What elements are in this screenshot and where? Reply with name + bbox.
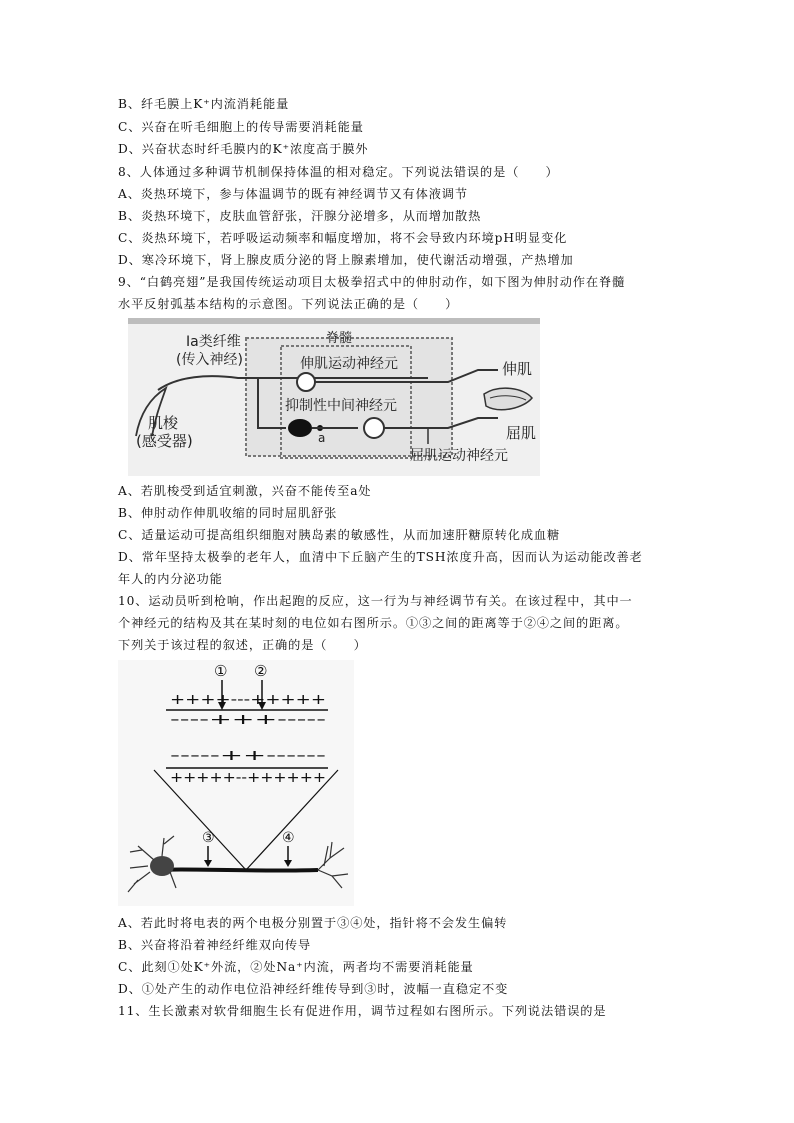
marker-1: ① bbox=[214, 662, 228, 680]
question-7-option-c: C、兴奋在听毛细胞上的传导需要消耗能量 bbox=[118, 120, 364, 134]
question-9-option-d-line2: 年人的内分泌功能 bbox=[118, 572, 223, 586]
extensor-muscle-label: 伸肌 bbox=[502, 360, 533, 378]
question-9-option-b: B、伸肘动作伸肌收缩的同时屈肌舒张 bbox=[118, 506, 338, 520]
neuron-potential-figure bbox=[118, 660, 354, 906]
marker-4: ④ bbox=[282, 830, 295, 846]
marker-2: ② bbox=[254, 662, 268, 680]
question-7-option-d: D、兴奋状态时纤毛膜内的K⁺浓度高于膜外 bbox=[118, 142, 369, 156]
afferent-nerve-label: (传入神经) bbox=[176, 352, 243, 368]
receptor-label: (感受器) bbox=[136, 432, 193, 450]
flexor-motor-neuron-label: 屈肌运动神经元 bbox=[410, 448, 508, 464]
charge-row-3: -----++------ bbox=[170, 748, 326, 764]
question-8-option-c: C、炎热环境下，若呼吸运动频率和幅度增加，将不会导致内环境pH明显变化 bbox=[118, 231, 568, 245]
question-11-stem: 11、生长激素对软骨细胞生长有促进作用，调节过程如右图所示。下列说法错误的是 bbox=[118, 1004, 607, 1018]
question-9-option-a: A、若肌梭受到适宜刺激，兴奋不能传至a处 bbox=[118, 484, 372, 498]
flexor-motor-neuron-soma bbox=[364, 418, 384, 438]
extensor-motor-neuron-label: 伸肌运动神经元 bbox=[300, 356, 398, 372]
question-10-stem-line1: 10、运动员听到枪响，作出起跑的反应，这一行为与神经调节有关。在该过程中，其中一 bbox=[118, 594, 633, 608]
question-8-option-b: B、炎热环境下，皮肤血管舒张，汗腺分泌增多，从而增加散热 bbox=[118, 209, 482, 223]
question-10-stem-line3: 下列关于该过程的叙述，正确的是（ ） bbox=[118, 638, 367, 652]
question-8-option-d: D、寒冷环境下，肾上腺皮质分泌的肾上腺素增加，使代谢活动增强，产热增加 bbox=[118, 253, 574, 267]
charge-row-2: ----+++----- bbox=[170, 712, 326, 728]
flexor-muscle-label: 屈肌 bbox=[506, 424, 537, 442]
question-8-option-a: A、炎热环境下，参与体温调节的既有神经调节又有体液调节 bbox=[118, 187, 468, 201]
inhibitory-interneuron-soma bbox=[288, 419, 312, 437]
question-9-stem-line2: 水平反射弧基本结构的示意图。下列说法正确的是（ ） bbox=[118, 297, 459, 311]
question-8-stem: 8、人体通过多种调节机制保持体温的相对稳定。下列说法错误的是（ ） bbox=[118, 165, 559, 179]
charge-row-4: +++++--++++++ bbox=[170, 770, 326, 786]
spinal-cord-label: 脊髓 bbox=[326, 331, 353, 346]
inhibitory-interneuron-label: 抑制性中间神经元 bbox=[285, 398, 397, 414]
question-10-option-a: A、若此时将电表的两个电极分别置于③④处，指针将不会发生偏转 bbox=[118, 916, 508, 930]
question-10-stem-line2: 个神经元的结构及其在某时刻的电位如右图所示。①③之间的距离等于②④之间的距离。 bbox=[118, 616, 629, 630]
extensor-motor-neuron-soma bbox=[297, 373, 315, 391]
question-7-option-b: B、纤毛膜上K⁺内流消耗能量 bbox=[118, 97, 290, 111]
ia-fiber-label: Ia类纤维 bbox=[186, 334, 241, 350]
question-9-stem-line1: 9、“白鹤亮翅”是我国传统运动项目太极拳招式中的伸肘动作，如下图为伸肘动作在脊髓 bbox=[118, 275, 626, 289]
question-10-option-b: B、兴奋将沿着神经纤维双向传导 bbox=[118, 938, 312, 952]
question-10-option-d: D、①处产生的动作电位沿神经纤维传导到③时，波幅一直稳定不变 bbox=[118, 982, 509, 996]
reflex-arc-figure bbox=[128, 318, 540, 476]
point-a-label: a bbox=[318, 431, 326, 445]
charge-row-1: ++++---+++++ bbox=[170, 692, 326, 708]
muscle-spindle-label: 肌梭 bbox=[148, 414, 179, 432]
marker-3: ③ bbox=[202, 830, 215, 846]
question-10-option-c: C、此刻①处K⁺外流，②处Na⁺内流，两者均不需要消耗能量 bbox=[118, 960, 474, 974]
question-9-option-d-line1: D、常年坚持太极拳的老年人，血清中下丘脑产生的TSH浓度升高，因而认为运动能改善老 bbox=[118, 550, 643, 564]
question-9-option-c: C、适量运动可提高组织细胞对胰岛素的敏感性，从而加速肝糖原转化成血糖 bbox=[118, 528, 561, 542]
